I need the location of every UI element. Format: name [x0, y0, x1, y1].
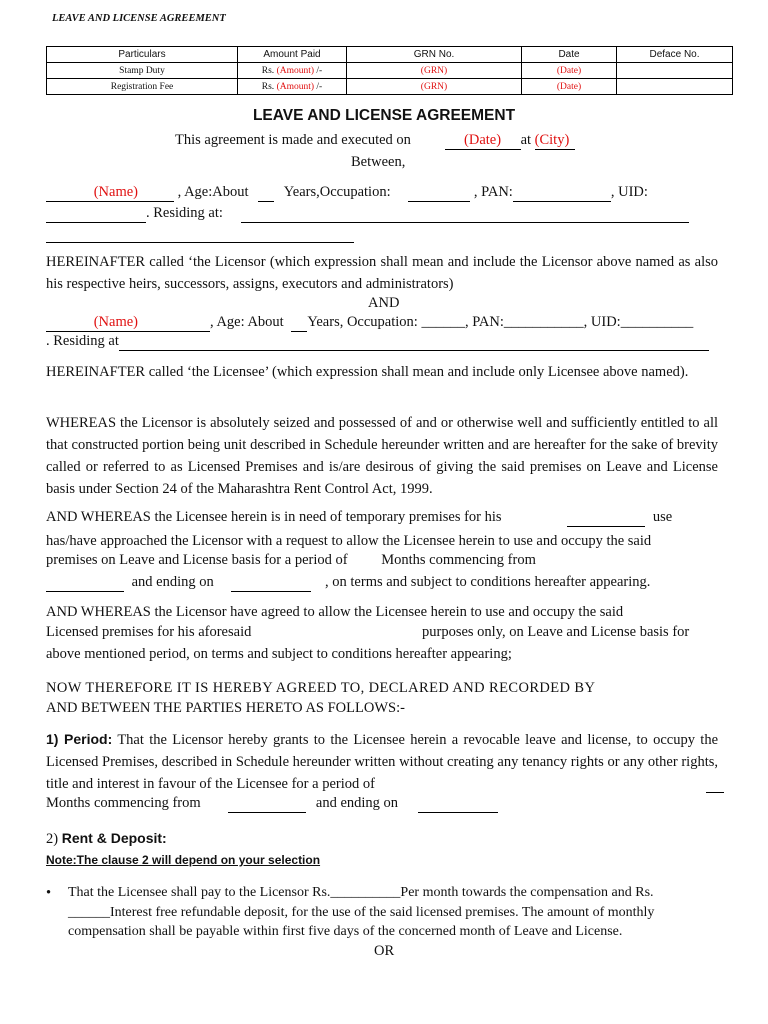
date-placeholder: (Date)	[464, 132, 502, 148]
whereas-2-line-2: has/have approached the Licensor with a request to allow the Licensee herein to use and occupy the said	[46, 533, 652, 549]
cell-amount: Rs. (Amount) /-	[238, 63, 347, 79]
rent-bullet-line-1: That the Licensee shall pay to the Licensor Rs.__________Per month towards the compensation and Rs.	[68, 885, 654, 900]
now-therefore-line-1: NOW THEREFORE IT IS HEREBY AGREED TO, DECLARED AND RECORDED BY	[46, 680, 596, 696]
between-label: Between,	[351, 154, 406, 170]
cell-date: (Date)	[522, 79, 617, 95]
whereas-2-line-3: premises on Leave and License basis for a period of Months commencing from	[46, 552, 536, 568]
whereas-3-line-2: Licensed premises for his aforesaid	[46, 624, 252, 640]
col-amount-paid: Amount Paid	[238, 47, 347, 63]
licensor-line: (Name) , Age:About Years,Occupation: , PAN: , UID:	[46, 184, 648, 202]
licensee-name-placeholder: (Name)	[93, 314, 138, 330]
cell-grn: (GRN)	[347, 63, 522, 79]
licensee-paragraph: HEREINAFTER called ‘the Licensee’ (which expression shall mean and include only Licensee above named).	[46, 364, 689, 380]
rent-heading-line: 2) Rent & Deposit:	[46, 830, 167, 847]
cell-date: (Date)	[522, 63, 617, 79]
cell-amount: Rs. (Amount) /-	[238, 79, 347, 95]
whereas-2-line-1: AND WHEREAS the Licensee herein is in need of temporary premises for his use	[46, 509, 673, 525]
now-therefore-line-2: AND BETWEEN THE PARTIES HERETO AS FOLLOWS:-	[46, 700, 405, 716]
period-months-line: Months commencing from and ending on	[46, 795, 498, 813]
cell-grn: (GRN)	[347, 79, 522, 95]
intro-line: This agreement is made and executed on (Date) at (City)	[175, 132, 575, 150]
document-title: LEAVE AND LICENSE AGREEMENT	[252, 107, 516, 124]
table-row	[47, 79, 733, 95]
col-particulars: Particulars	[47, 47, 238, 63]
licensor-name-placeholder: (Name)	[93, 184, 138, 200]
header-small-title: LEAVE AND LICENSE AGREEMENT	[52, 13, 226, 24]
cell-deface	[617, 63, 733, 79]
or-separator: OR	[374, 943, 395, 959]
licensee-residing-line: . Residing at	[46, 333, 709, 351]
fees-table-header-row	[47, 47, 733, 63]
table-row	[47, 63, 733, 79]
rent-bullet-line-3: compensation shall be payable within first five days of the concerned month of Leave and License.	[68, 924, 623, 939]
fees-table	[46, 46, 733, 95]
period-months-blank	[706, 778, 724, 793]
licensor-paragraph: HEREINAFTER called ‘the Licensor (which expression shall mean and include the Licensor above named as also his respective heirs, successors, assigns, executors and administrators)	[46, 254, 718, 292]
whereas-3-line-1: AND WHEREAS the Licensor have agreed to allow the Licensee herein to use and occupy the said	[46, 604, 624, 620]
col-date: Date	[522, 47, 617, 63]
col-deface-no: Deface No.	[617, 47, 733, 63]
whereas-3-line-2-end: purposes only, on Leave and License basis for	[422, 624, 690, 640]
period-text: That the Licensor hereby grants to the Licensee herein a revocable leave and license, to occupy the Licensed Premises, described in Schedule hereunder written without creating any tenancy rights or any other rights, title and interest in favour of the Licensee for a period of	[46, 732, 718, 792]
cell-particular: Registration Fee	[47, 79, 238, 95]
licensee-line: (Name) , Age: About Years, Occupation: ______, PAN:___________, UID:__________	[46, 314, 693, 332]
rent-heading: Rent & Deposit:	[61, 830, 167, 846]
whereas-paragraph-1: WHEREAS the Licensor is absolutely seized and possessed of and or otherwise well and sufficiently entitled to all that constructed portion being unit described in Schedule hereunder written and are hereafter for the sake of brevity called or referred to as Licensed Premises and is/are desirous of giving the said premises on Leave and License basis under Section 24 of the Maharashtra Rent Control Act, 1999.	[46, 415, 718, 497]
cell-deface	[617, 79, 733, 95]
cell-particular: Stamp Duty	[47, 63, 238, 79]
whereas-2-line-4: and ending on , on terms and subject to conditions hereafter appearing.	[46, 574, 650, 592]
and-separator: AND	[368, 295, 400, 311]
rent-bullet-line-2: ______Interest free refundable deposit, for the use of the said licensed premises. The amount of monthly	[68, 905, 655, 920]
bullet-icon: •	[46, 885, 52, 901]
period-heading: 1) Period:	[46, 731, 113, 747]
col-grn-no: GRN No.	[347, 47, 522, 63]
city-placeholder: (City)	[534, 132, 570, 148]
period-clause	[46, 728, 718, 795]
rent-note: Note:The clause 2 will depend on your selection	[46, 853, 321, 867]
residing-continuation-line	[46, 232, 354, 243]
licensor-residing-line: . Residing at:	[46, 205, 689, 223]
whereas-3-line-3: above mentioned period, on terms and subject to conditions hereafter appearing;	[46, 646, 512, 662]
